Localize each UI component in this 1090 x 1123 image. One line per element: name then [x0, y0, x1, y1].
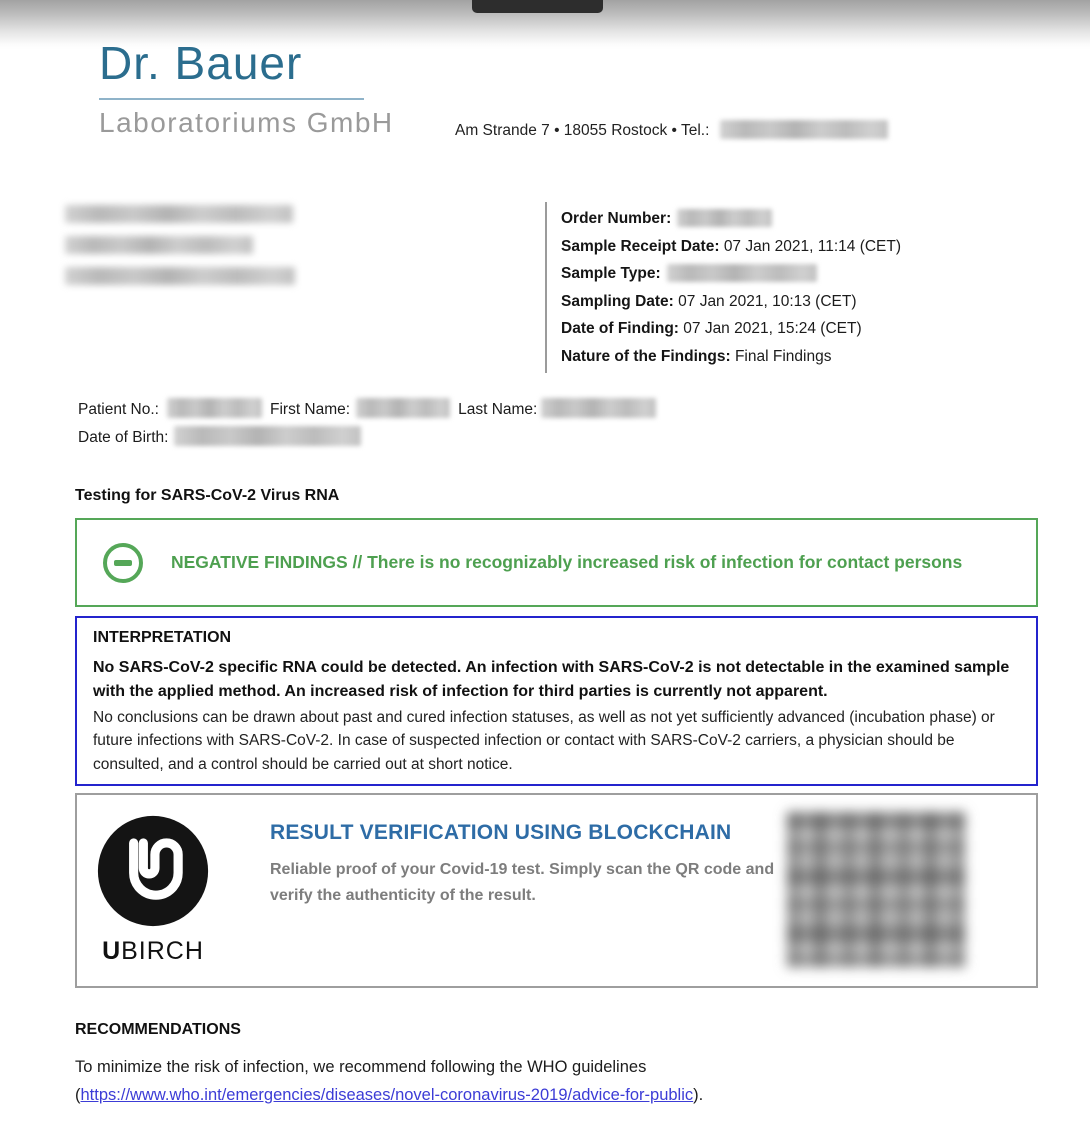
lab-address-line: [455, 120, 888, 140]
sampling-date-label: Sampling Date:: [561, 292, 674, 310]
interpretation-box: [75, 616, 1038, 786]
nature-of-findings-value: Final Findings: [734, 347, 832, 365]
recommendations-text: [75, 1053, 703, 1109]
redacted-recipient-line: [65, 205, 293, 223]
negative-result-text: NEGATIVE FINDINGS // There is no recognizably increased risk of infection for contact persons: [171, 552, 963, 573]
verification-text-block: [270, 821, 800, 910]
date-of-finding-label: Date of Finding:: [561, 320, 679, 337]
order-number-label: Order Number:: [561, 210, 672, 227]
negative-result-box: [75, 518, 1038, 607]
sample-receipt-date-value: 07 Jan 2021, 11:14 (CET): [723, 237, 902, 255]
lab-logo-divider: [99, 98, 364, 100]
patient-row-2: [78, 424, 656, 452]
date-of-finding-row: [561, 315, 901, 343]
patient-row-1: [78, 396, 656, 424]
qr-code: [787, 812, 965, 967]
link-suffix: ).: [693, 1086, 704, 1105]
redacted-order-number: [677, 209, 772, 227]
date-of-finding-value: 07 Jan 2021, 15:24 (CET): [683, 320, 862, 337]
sampling-date-value: 07 Jan 2021, 10:13 (CET): [678, 292, 857, 310]
sampling-date-row: [561, 288, 901, 316]
interpretation-details: No conclusions can be drawn about past and cured infection statuses, as well as not yet sufficiently advanced (incubation phase) or future infections with SARS-CoV-2. In case of suspected infection or contact with SARS-CoV-2 carriers, a physician should be consulted, and a control should be carried out at short notice.: [93, 709, 995, 773]
who-guidelines-link[interactable]: https://www.who.int/emergencies/diseases/novel-coronavirus-2019/advice-for-public: [80, 1086, 694, 1105]
nature-of-findings-label: Nature of the Findings:: [561, 347, 731, 365]
lab-logo-subtitle: Laboratoriums GmbH: [99, 107, 394, 138]
redacted-sample-type: [667, 264, 817, 282]
last-name-label: Last Name:: [458, 401, 538, 418]
minus-circle-icon: [103, 543, 143, 583]
patient-no-label: Patient No.:: [78, 401, 159, 418]
verification-subtitle: Reliable proof of your Covid-19 test. Simply scan the QR code and verify the authenticity of the result.: [270, 861, 775, 905]
date-of-birth-label: Date of Birth:: [78, 429, 169, 446]
sample-receipt-date-row: [561, 233, 901, 261]
redacted-date-of-birth: [174, 426, 361, 446]
link-prefix: (: [75, 1086, 81, 1105]
ubirch-logo-icon: [95, 813, 211, 929]
ubirch-wordmark: UBIRCH: [102, 937, 204, 965]
interpretation-title: INTERPRETATION: [93, 629, 232, 646]
recommendations-line1: To minimize the risk of infection, we recommend following the WHO guidelines: [75, 1058, 647, 1076]
ubirch-logo: [95, 813, 211, 966]
redacted-recipient-line: [65, 236, 253, 254]
recipient-address-block: [65, 205, 295, 285]
blockchain-verification-box: [75, 793, 1038, 988]
redacted-patient-no: [167, 398, 262, 418]
interpretation-summary: No SARS-CoV-2 specific RNA could be detected. An infection with SARS-CoV-2 is not detectable in the examined sample with the applied method. An increased risk of infection for third parties is currently not apparent.: [93, 659, 1010, 700]
order-info-block: [545, 202, 901, 373]
verification-title: RESULT VERIFICATION USING BLOCKCHAIN: [270, 821, 732, 844]
window-tab-handle: [472, 0, 603, 13]
sample-type-row: [561, 260, 901, 288]
lab-logo: [99, 36, 394, 139]
redacted-last-name: [541, 398, 656, 418]
sample-receipt-date-label: Sample Receipt Date:: [561, 237, 720, 255]
redacted-phone: [720, 120, 888, 139]
order-number-row: [561, 205, 901, 233]
redacted-first-name: [356, 398, 450, 418]
lab-address-text: Am Strande 7 • 18055 Rostock • Tel.:: [455, 122, 710, 139]
lab-logo-title: Dr. Bauer: [99, 37, 303, 89]
sample-type-label: Sample Type:: [561, 265, 661, 282]
patient-info-block: [78, 396, 656, 452]
first-name-label: First Name:: [270, 401, 351, 418]
redacted-recipient-line: [65, 267, 295, 285]
recommendations-title: RECOMMENDATIONS: [75, 1021, 241, 1038]
test-section-title: Testing for SARS-CoV-2 Virus RNA: [75, 487, 340, 504]
nature-of-findings-row: [561, 343, 901, 371]
